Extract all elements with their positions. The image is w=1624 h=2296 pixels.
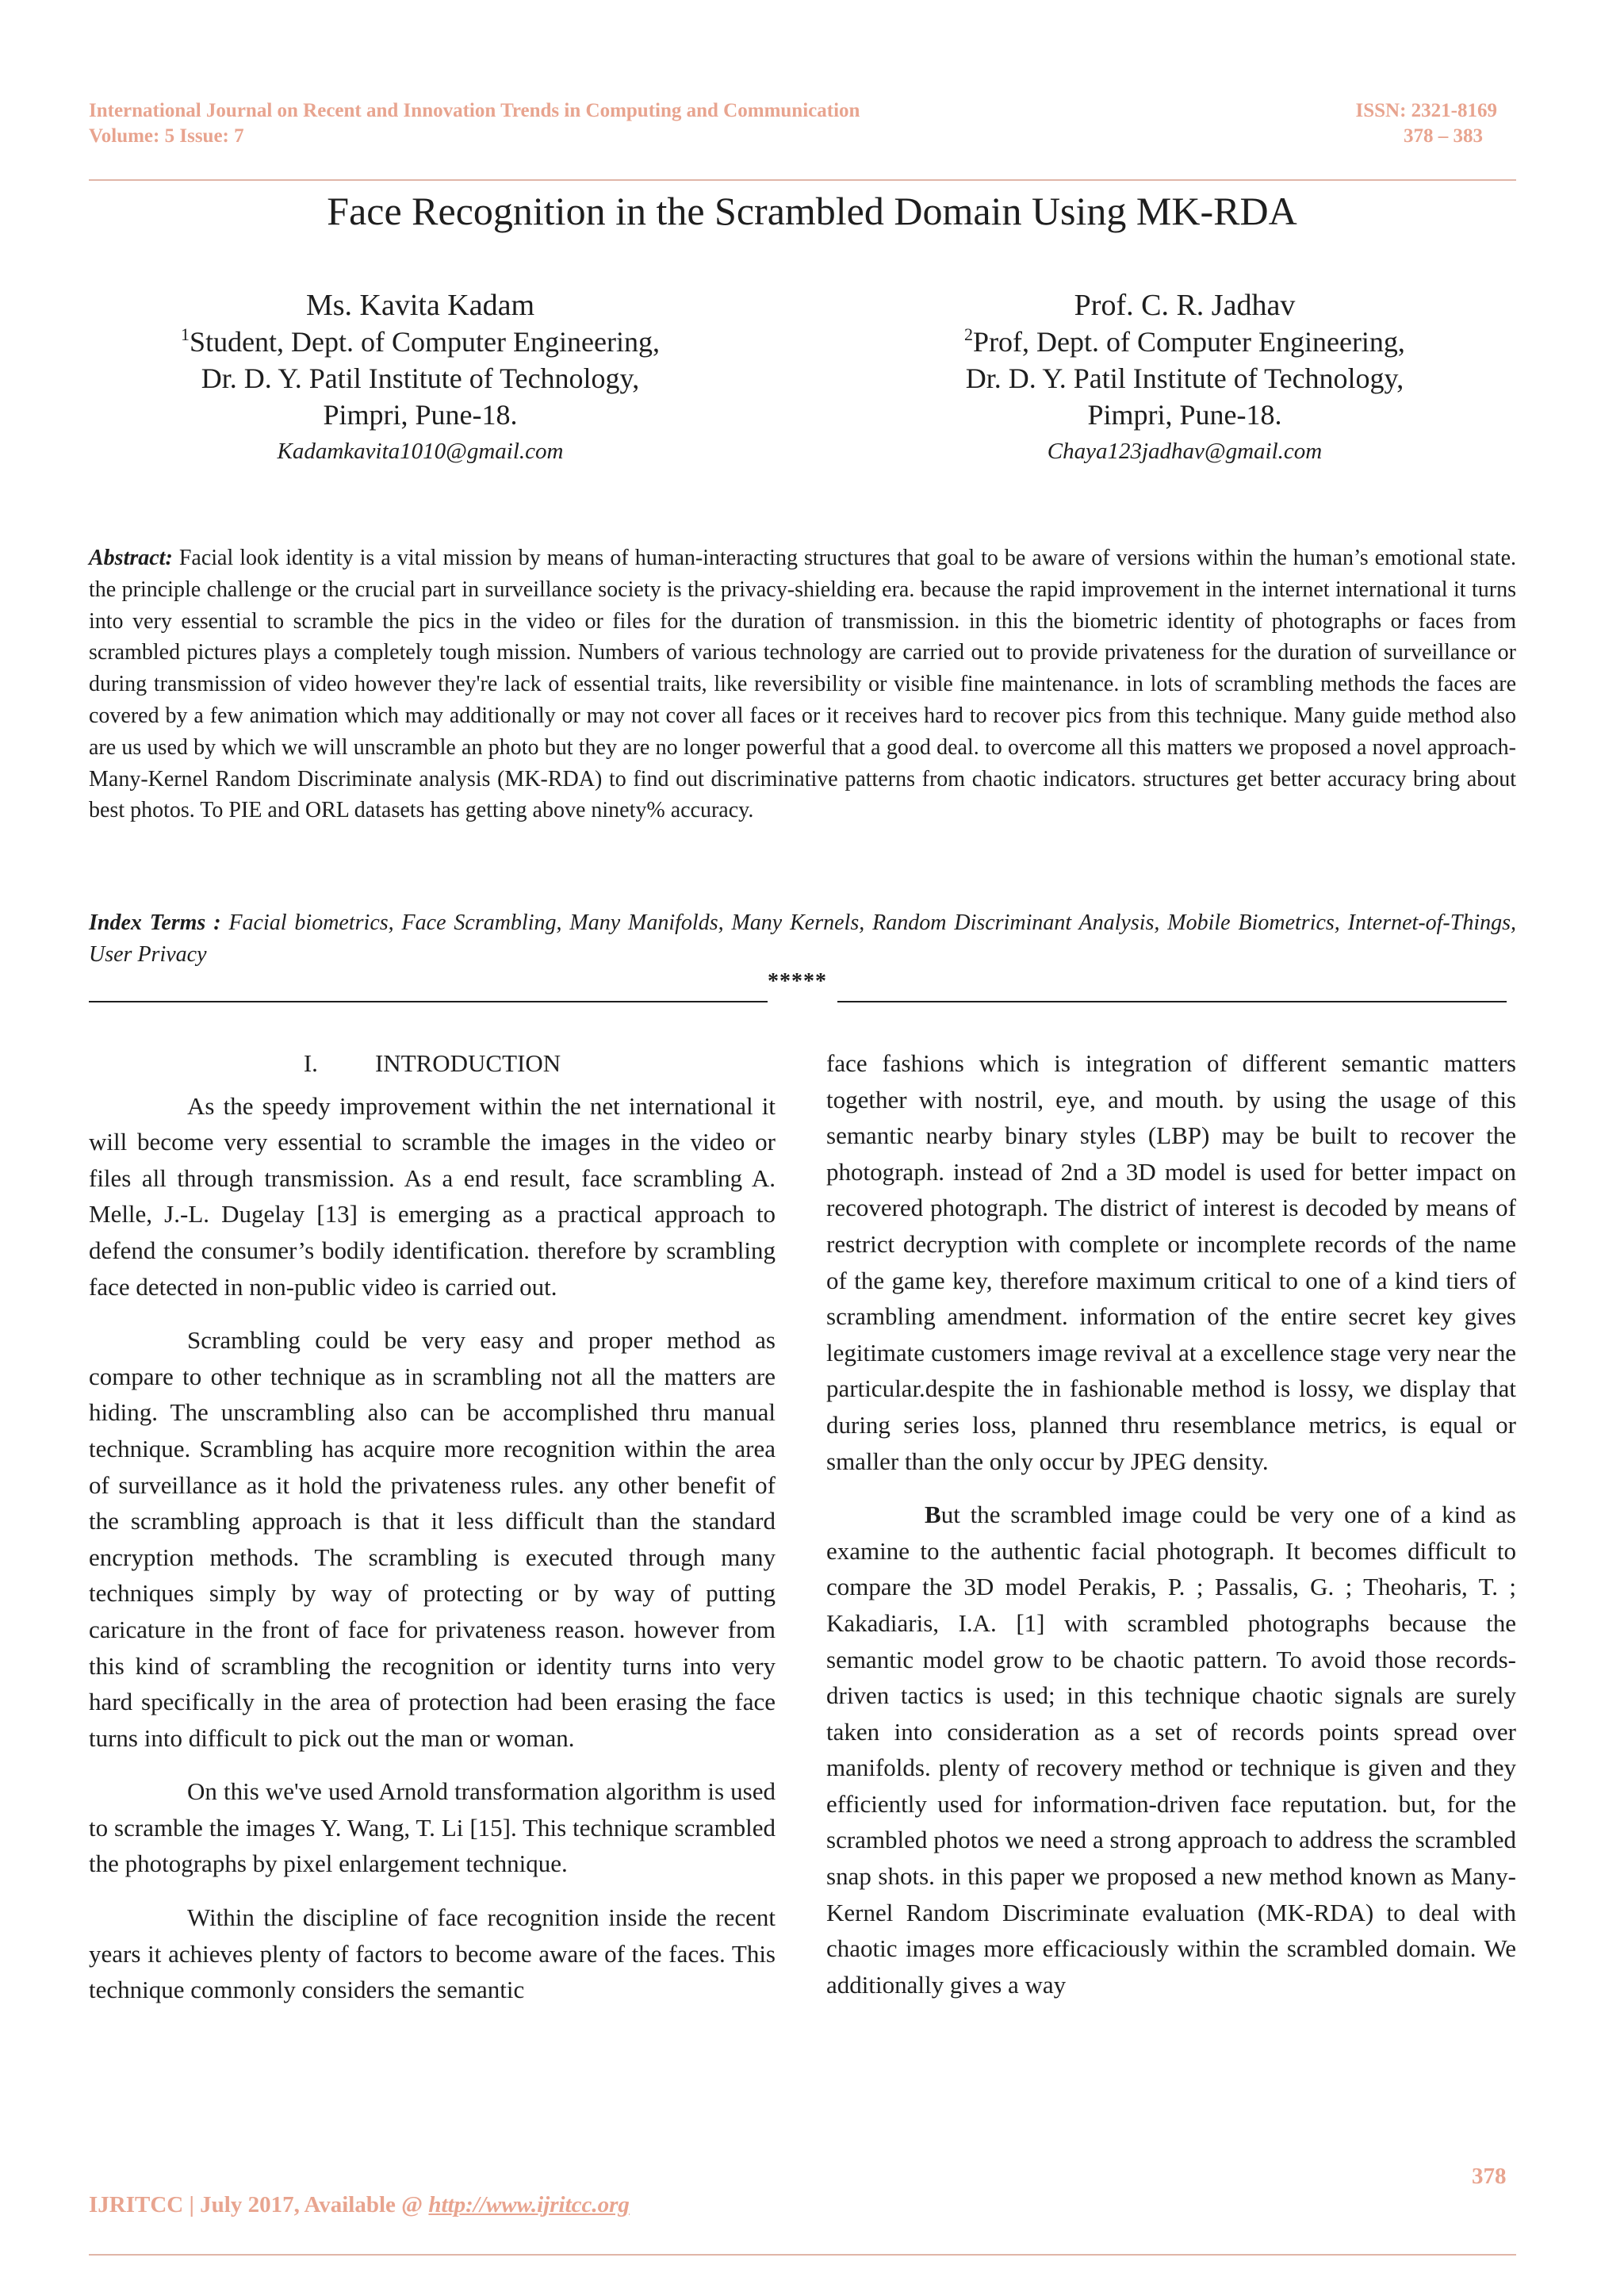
affiliation-city: Pimpri, Pune-18. — [1087, 399, 1282, 431]
index-terms — [89, 907, 1516, 971]
separator-line-left — [89, 1001, 768, 1002]
footer-link[interactable]: http://www.ijritcc.org — [428, 2192, 630, 2217]
section-number: I. — [303, 1049, 318, 1077]
right-column — [826, 1045, 1516, 2020]
footer — [89, 2192, 630, 2218]
paragraph — [826, 1497, 1516, 2003]
author-sup: 1 — [181, 324, 190, 344]
paragraph: On this we've used Arnold transformation algorithm is used to scramble the images Y. Wang, T. Li [15]. This technique scrambled the photographs by pixel enlargement technique. — [89, 1777, 776, 1878]
author-email: Chaya123jadhav@gmail.com — [1047, 439, 1323, 464]
affiliation-institute: Dr. D. Y. Patil Institute of Technology, — [201, 362, 640, 394]
author-email: Kadamkavita1010@gmail.com — [277, 439, 564, 464]
affiliation-line: Student, Dept. of Computer Engineering, — [190, 326, 660, 358]
index-terms-label: Index Terms : — [89, 910, 221, 935]
journal-volume: Volume: 5 Issue: 7 — [89, 125, 244, 147]
footer-rule — [89, 2254, 1516, 2256]
separator-stars: ***** — [768, 969, 827, 994]
left-column — [89, 1045, 776, 2008]
affiliation-institute: Dr. D. Y. Patil Institute of Technology, — [965, 362, 1404, 394]
abstract-text: Facial look identity is a vital mission by means of human-interacting structures that goal to be aware of versions within the human’s emotional state. the principle challenge or the crucial part in surveillance society is the privacy-shielding era. because the rapid improvement in the internet international it turns into very essential to scramble the pics in the video or files for the duration of transmission. in this the biometric identity of photographs or faces from scrambled pictures plays a completely tough mission. Numbers of various technology are carried out to provide privateness for the duration of surveillance or during transmission of video however they're lack of essential traits, like reversibility or visible fine maintenance. in lots of scrambling methods the faces are covered by a few animation which may additionally or may not cover all faces or it receives hard to recover pics from this technique. Many guide method also are us used by which we will unscramble an photo but they are no longer powerful that a good deal. to overcome all this matters we proposed a novel approach- Many-Kernel Random Discriminate analysis (MK-RDA) to find out discriminative patterns from chaotic indicators. structures get better accuracy bring about best photos. To PIE and ORL datasets has getting above ninety% accuracy. — [89, 546, 1517, 823]
page-number: 378 — [1472, 2164, 1507, 2189]
author-affiliation — [904, 324, 1465, 360]
affiliation-line: Prof, Dept. of Computer Engineering, — [973, 326, 1405, 358]
separator-line-right — [837, 1001, 1507, 1002]
abstract-label: Abstract — [89, 546, 166, 570]
journal-issn: ISSN: 2321-8169 — [1355, 100, 1497, 121]
author-block-1 — [140, 287, 701, 470]
author-name: Ms. Kavita Kadam — [305, 289, 535, 322]
section-title: INTRODUCTION — [374, 1049, 561, 1077]
header-rule — [89, 179, 1516, 181]
journal-pages: 378 – 383 — [1404, 125, 1483, 147]
paper-title: Face Recognition in the Scrambled Domain Using MK-RDA — [327, 189, 1297, 233]
author-block-2 — [904, 287, 1465, 470]
paragraph: Scrambling could be very easy and proper method as compare to other technique as in scrambling not all the matters are hiding. The unscrambling also can be accomplished thru manual technique. Scrambling has acquire more recognition within the area of surveillance as it hold the privateness rules. any other benefit of the scrambling approach is that it less difficult than the standard encryption methods. The scrambling is executed through many techniques simply by way of protecting or by way of putting caricature in the front of face for privateness reason. however from this kind of scrambling the recognition or identity turns into very hard specifically in the area of protection had been erasing the face turns into difficult to pick out the man or woman. — [89, 1326, 776, 1752]
abstract: Abstract: Facial look identity is a vital mission by means of human-interacting structures that goal to be aware of versions within the human’s emotional state. the principle challenge or the crucial part in surveillance society is the privacy-shielding era. because the rapid improvement in the internet international it turns into very essential to scramble the pics in the video or files for the duration of transmission. in this the biometric identity of photographs or faces from scrambled pictures plays a completely tough mission. Numbers of various technology are carried out to provide privateness for the duration of surveillance or during transmission of video however they're lack of essential traits, like reversibility or visible fine maintenance. in lots of scrambling methods the faces are covered by a few animation which may additionally or may not cover all faces or it receives hard to recover pics from this technique. Many guide method also are us used by which we will unscramble an photo but they are no longer powerful that a good deal. to overcome all this matters we proposed a novel approach- Many-Kernel Random Discriminate analysis (MK-RDA) to find out discriminative patterns from chaotic indicators. structures get better accuracy bring about best photos. To PIE and ORL datasets has getting above ninety% accuracy. — [89, 546, 1517, 823]
index-terms-text: Facial biometrics, Face Scrambling, Many Manifolds, Many Kernels, Random Discriminant Analysis, Mobile Biometrics, Internet-of-Things, User Privacy — [89, 910, 1517, 967]
footer-text: IJRITCC | July 2017, Available @ — [89, 2192, 429, 2217]
paragraph: face fashions which is integration of different semantic matters together with nostril, eye, and mouth. by using the usage of this semantic nearby binary styles (LBP) may be built to recover the photograph. instead of 2nd a 3D model is used for better impact on recovered photograph. The district of interest is decoded by means of restrict decryption with complete or incomplete records of the name of the game key, therefore maximum critical to one of a kind tiers of scrambling amendment. information of the entire secret key gives legitimate customers image revival at a excellence stage very near the particular.despite the in fashionable method is lossy, we display that during series loss, planned thru resemblance metrics, is equal or smaller than the only occur by JPEG density. — [826, 1049, 1516, 1475]
author-affiliation — [140, 324, 701, 360]
author-name: Prof. C. R. Jadhav — [1074, 289, 1296, 322]
paragraph: Within the discipline of face recognition inside the recent years it achieves plenty of factors to become aware of the faces. This technique commonly considers the semantic — [89, 1903, 776, 2004]
paragraph-text: ut the scrambled image could be very one of a kind as examine to the authentic facial photograph. It becomes difficult to compare the 3D model Perakis, P. ; Passalis, G. ; Theoharis, T. ; Kakadiaris, I.A. [1] with scrambled photographs because the semantic model grow to be chaotic pattern. To avoid those records-driven tactics is used; in this technique chaotic signals are surely taken into consideration as a set of records points spread over manifolds. plenty of recovery method or technique is given and they efficiently used for information-driven face reputation. but, for the scrambled photos we need a strong approach to address the scrambled snap shots. in this paper we proposed a new method known as Many-Kernel Random Discriminate evaluation (MK-RDA) to deal with chaotic images more efficaciously within the scrambled domain. We additionally gives a way — [826, 1501, 1516, 1999]
affiliation-city: Pimpri, Pune-18. — [323, 399, 518, 431]
paragraph: As the speedy improvement within the net international it will become very essential to scramble the images in the video or files all through transmission. As a end result, face scrambling A. Melle, J.-L. Dugelay [13] is emerging as a practical approach to defend the consumer’s bodily identification. therefore by scrambling face detected in non-public video is carried out. — [89, 1091, 776, 1301]
section-heading — [89, 1045, 776, 1082]
author-sup: 2 — [964, 324, 974, 344]
drop-initial: B — [925, 1501, 941, 1529]
journal-name: International Journal on Recent and Innovation Trends in Computing and Communication — [89, 100, 860, 121]
